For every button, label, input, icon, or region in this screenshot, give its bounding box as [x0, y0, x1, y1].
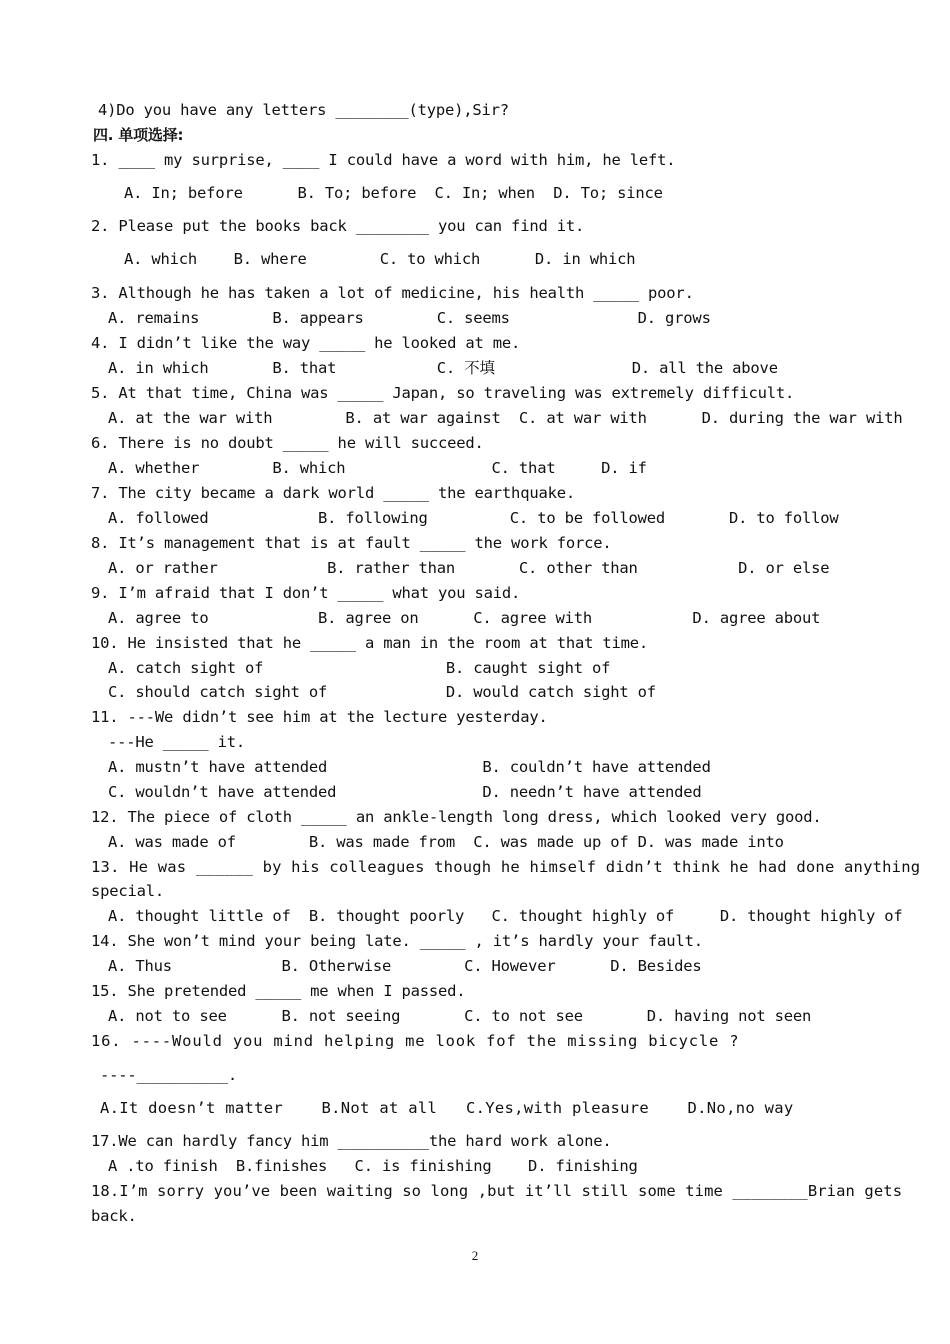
- q10-options-row2: C. should catch sight of D. would catch sight of: [108, 683, 656, 701]
- q14-options: A. Thus B. Otherwise C. However D. Besides: [108, 957, 702, 975]
- q11-stem: 11. ---We didn’t see him at the lecture yesterday.: [91, 708, 548, 726]
- q7-options: A. followed B. following C. to be followed D. to follow: [108, 509, 839, 527]
- q16-stem: 16. ----Would you mind helping me look fof the missing bicycle ?: [91, 1032, 740, 1050]
- q1-options: A. In; before B. To; before C. In; when D. To; since: [124, 184, 663, 202]
- q5-options: A. at the war with B. at war against C. at war with D. during the war with: [108, 409, 903, 427]
- q3-options: A. remains B. appears C. seems D. grows: [108, 309, 711, 327]
- q9-options: A. agree to B. agree on C. agree with D. agree about: [108, 609, 821, 627]
- q13-stem: 13. He was ______ by his colleagues though he himself didn’t think he had done anything: [91, 858, 921, 876]
- q15-options: A. not to see B. not seeing C. to not see D. having not seen: [108, 1007, 812, 1025]
- section-title: 四. 单项选择:: [93, 126, 184, 144]
- prev-item: 4)Do you have any letters ________(type),Sir?: [98, 101, 509, 119]
- q11-reply: ---He _____ it.: [108, 733, 245, 751]
- q13-stem-continued: special.: [91, 882, 165, 900]
- q16-reply: ----__________.: [100, 1066, 237, 1084]
- q4-stem: 4. I didn’t like the way _____ he looked at me.: [91, 334, 521, 352]
- q6-options: A. whether B. which C. that D. if: [108, 459, 647, 477]
- page-number: 2: [471, 1248, 479, 1263]
- q6-stem: 6. There is no doubt _____ he will succeed.: [91, 434, 484, 452]
- q15-stem: 15. She pretended _____ me when I passed.: [91, 982, 466, 1000]
- q8-options: A. or rather B. rather than C. other than D. or else: [108, 559, 830, 577]
- q2-stem: 2. Please put the books back ________ you can find it.: [91, 217, 585, 235]
- q4-options: A. in which B. that C. 不填 D. all the above: [108, 359, 778, 377]
- q1-stem: 1. ____ my surprise, ____ I could have a word with him, he left.: [91, 151, 676, 169]
- q17-stem: 17.We can hardly fancy him __________the hard work alone.: [91, 1132, 612, 1150]
- q5-stem: 5. At that time, China was _____ Japan, so traveling was extremely difficult.: [91, 384, 795, 402]
- q17-options: A .to finish B.finishes C. is finishing D. finishing: [108, 1157, 638, 1175]
- q12-options: A. was made of B. was made from C. was made up of D. was made into: [108, 833, 784, 851]
- q11-options-row2: C. wouldn’t have attended D. needn’t have attended: [108, 783, 702, 801]
- q2-options: A. which B. where C. to which D. in which: [124, 250, 636, 268]
- q3-stem: 3. Although he has taken a lot of medicine, his health _____ poor.: [91, 284, 694, 302]
- q13-options: A. thought little of B. thought poorly C. thought highly of D. thought highly of: [108, 907, 903, 925]
- q14-stem: 14. She won’t mind your being late. _____ , it’s hardly your fault.: [91, 932, 703, 950]
- q18-stem-continued: back.: [91, 1207, 137, 1225]
- q9-stem: 9. I’m afraid that I don’t _____ what you said.: [91, 584, 521, 602]
- q10-options-row1: A. catch sight of B. caught sight of: [108, 659, 611, 677]
- q11-options-row1: A. mustn’t have attended B. couldn’t have attended: [108, 758, 711, 776]
- q10-stem: 10. He insisted that he _____ a man in the room at that time.: [91, 634, 649, 652]
- q7-stem: 7. The city became a dark world _____ the earthquake.: [91, 484, 575, 502]
- q18-stem: 18.I’m sorry you’ve been waiting so long ,but it’ll still some time ________Brian gets: [91, 1182, 903, 1200]
- q12-stem: 12. The piece of cloth _____ an ankle-length long dress, which looked very good.: [91, 808, 822, 826]
- q16-options: A.It doesn’t matter B.Not at all C.Yes,with pleasure D.No,no way: [100, 1099, 794, 1117]
- q8-stem: 8. It’s management that is at fault _____ the work force.: [91, 534, 612, 552]
